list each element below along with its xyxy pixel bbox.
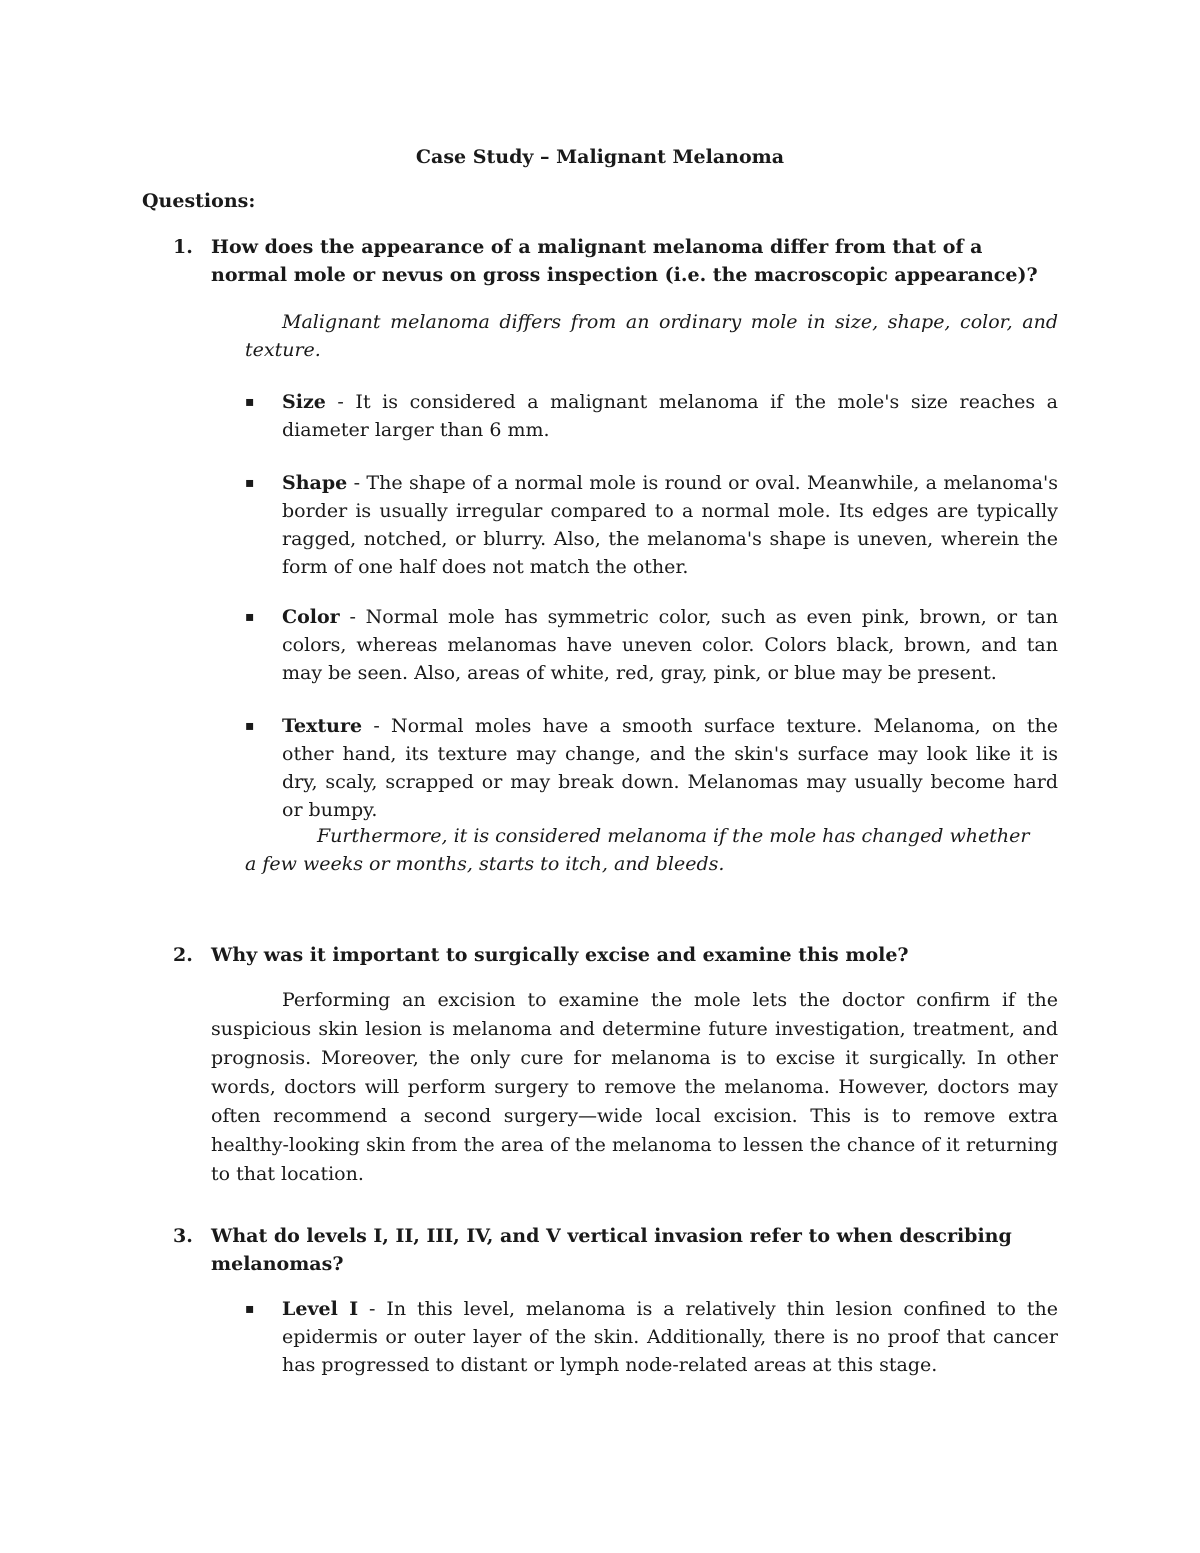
question-text: What do levels I, II, III, IV, and V vertical invasion refer to when describing melanomas? (211, 1225, 1012, 1275)
answer-closing: Furthermore, it is considered melanoma if the mole has changed whether a few weeks or months, starts to itch, and bleeds. (245, 825, 1030, 875)
list-item (245, 469, 1058, 581)
questions-heading: Questions: (142, 190, 256, 212)
bullet-icon: ▪ (245, 475, 255, 491)
item-term: Level I (282, 1298, 359, 1320)
bullet-icon: ▪ (245, 609, 255, 625)
question-1 (173, 233, 1053, 289)
question-number: 3. (173, 1225, 193, 1247)
document-title: Case Study – Malignant Melanoma (415, 146, 785, 168)
question-3 (173, 1222, 1053, 1278)
question-2 (173, 941, 1053, 969)
item-term: Color (282, 606, 340, 628)
list-item (245, 1295, 1058, 1379)
item-text: - It is considered a malignant melanoma if the mole's size reaches a diameter larger than 6 mm. (282, 391, 1058, 441)
list-item (245, 712, 1058, 824)
item-text: - Normal moles have a smooth surface texture. Melanoma, on the other hand, its texture may change, and the skin's surface may look like it is dry, scaly, scrapped or may break down. Melanomas may usually become hard or bumpy. (282, 715, 1058, 821)
item-text: - Normal mole has symmetric color, such as even pink, brown, or tan colors, whereas melanomas have uneven color. Colors black, brown, and tan may be seen. Also, areas of white, red, gray, pink, or blue may be present. (282, 606, 1058, 684)
answer-intro: Malignant melanoma differs from an ordinary mole in size, shape, color, and texture. (245, 311, 1058, 361)
bullet-icon: ▪ (245, 394, 255, 410)
question-number: 1. (173, 236, 193, 258)
item-term: Texture (282, 715, 363, 737)
question-text: Why was it important to surgically excise and examine this mole? (211, 944, 909, 966)
bullet-icon: ▪ (245, 1301, 255, 1317)
question-number: 2. (173, 944, 193, 966)
item-text: - In this level, melanoma is a relatively thin lesion confined to the epidermis or outer layer of the skin. Additionally, there is no proof that cancer has progressed to distant or lymph node-related areas at this stage. (282, 1298, 1058, 1376)
list-item (245, 388, 1058, 444)
item-term: Shape (282, 472, 348, 494)
item-term: Size (282, 391, 326, 413)
question-text: How does the appearance of a malignant melanoma differ from that of a normal mole or nevus on gross inspection (i.e. the macroscopic appearance)? (211, 236, 1038, 286)
list-item (245, 603, 1058, 687)
bullet-icon: ▪ (245, 718, 255, 734)
answer-paragraph: Performing an excision to examine the mole lets the doctor confirm if the suspicious skin lesion is melanoma and determine future investigation, treatment, and prognosis. Moreover, the only cure for melanoma is to excise it surgically. In other words, doctors will perform surgery to remove the melanoma. However, doctors may often recommend a second surgery—wide local excision. This is to remove extra healthy-looking skin from the area of the melanoma to lessen the chance of it returning to that location. (211, 989, 1058, 1185)
item-text: - The shape of a normal mole is round or oval. Meanwhile, a melanoma's border is usually irregular compared to a normal mole. Its edges are typically ragged, notched, or blurry. Also, the melanoma's shape is uneven, wherein the form of one half does not match the other. (282, 472, 1058, 578)
